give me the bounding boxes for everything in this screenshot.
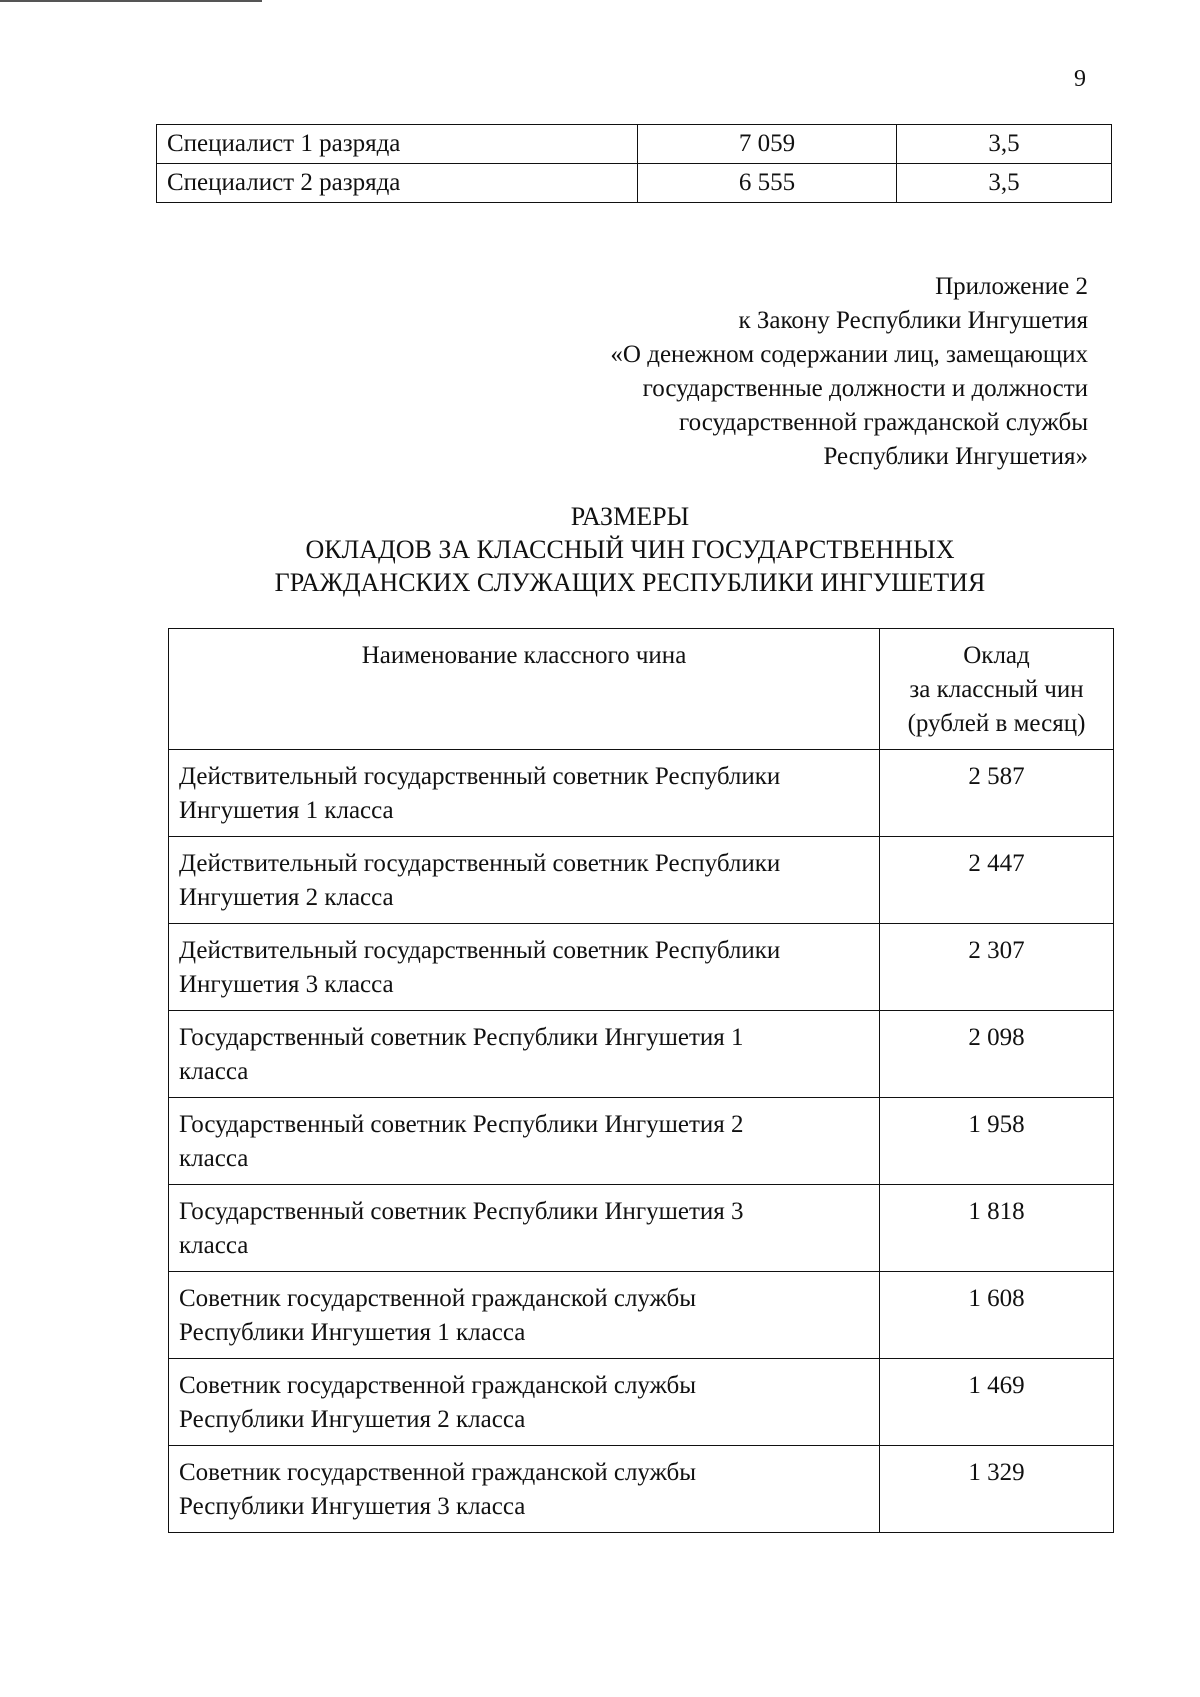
- rank-line: класса: [179, 1232, 249, 1259]
- rank-cell: [169, 1098, 880, 1185]
- salary-cell: 1 469: [880, 1359, 1114, 1446]
- rank-cell: [169, 1359, 880, 1446]
- rank-line: Ингушетия 2 класса: [179, 884, 394, 911]
- document-title: [180, 500, 1080, 599]
- rank-line: Ингушетия 3 класса: [179, 971, 394, 998]
- title-line: ОКЛАДОВ ЗА КЛАССНЫЙ ЧИН ГОСУДАРСТВЕННЫХ: [305, 535, 955, 564]
- rank-cell: [169, 1185, 880, 1272]
- position-cell: Специалист 1 разряда: [157, 125, 638, 164]
- rank-header-cell: Наименование классного чина: [169, 629, 880, 750]
- rank-line: Советник государственной гражданской службы: [179, 1285, 697, 1312]
- appendix-header: [610, 270, 1088, 474]
- rank-cell: [169, 1272, 880, 1359]
- table-row: [169, 1011, 1114, 1098]
- title-line: ГРАЖДАНСКИХ СЛУЖАЩИХ РЕСПУБЛИКИ ИНГУШЕТИЯ: [274, 568, 986, 597]
- salary-header-line: за классный чин: [909, 676, 1084, 703]
- salary-cell: 1 818: [880, 1185, 1114, 1272]
- table-row: [157, 164, 1112, 203]
- table-row: [169, 837, 1114, 924]
- salary-cell: 7 059: [638, 125, 897, 164]
- coefficient-cell: 3,5: [897, 125, 1112, 164]
- rank-line: Республики Ингушетия 1 класса: [179, 1319, 526, 1346]
- position-cell: Специалист 2 разряда: [157, 164, 638, 203]
- salary-cell: 1 958: [880, 1098, 1114, 1185]
- rank-cell: [169, 837, 880, 924]
- page-number: 9: [1074, 66, 1086, 92]
- table-row: [169, 1098, 1114, 1185]
- table-row: [169, 1272, 1114, 1359]
- rank-line: Государственный советник Республики Ингушетия 1: [179, 1024, 744, 1051]
- rank-line: класса: [179, 1145, 249, 1172]
- rank-line: Государственный советник Республики Ингушетия 3: [179, 1198, 744, 1225]
- rank-line: Государственный советник Республики Ингушетия 2: [179, 1111, 744, 1138]
- rank-line: Советник государственной гражданской службы: [179, 1459, 697, 1486]
- salary-cell: 2 447: [880, 837, 1114, 924]
- appendix-line: Приложение 2: [935, 273, 1088, 300]
- rank-cell: [169, 750, 880, 837]
- table-row: [169, 1446, 1114, 1533]
- rank-line: Республики Ингушетия 3 класса: [179, 1493, 526, 1520]
- appendix-line: государственной гражданской службы: [678, 409, 1088, 436]
- rank-cell: [169, 924, 880, 1011]
- rank-line: Ингушетия 1 класса: [179, 797, 394, 824]
- salary-header-line: (рублей в месяц): [907, 710, 1086, 737]
- salary-cell: 2 098: [880, 1011, 1114, 1098]
- table-row: [157, 125, 1112, 164]
- rank-line: Действительный государственный советник Республики: [179, 763, 781, 790]
- salary-cell: 2 587: [880, 750, 1114, 837]
- scan-edge-line: [0, 0, 262, 2]
- rank-line: класса: [179, 1058, 249, 1085]
- salary-cell: 1 329: [880, 1446, 1114, 1533]
- appendix-line: Республики Ингушетия»: [823, 443, 1088, 470]
- rank-line: Действительный государственный советник Республики: [179, 937, 781, 964]
- table-row: [169, 750, 1114, 837]
- appendix-line: государственные должности и должности: [642, 375, 1088, 402]
- salary-cell: 6 555: [638, 164, 897, 203]
- appendix-line: к Закону Республики Ингушетия: [738, 307, 1088, 334]
- table-row: [169, 924, 1114, 1011]
- appendix-line: «О денежном содержании лиц, замещающих: [610, 341, 1088, 368]
- rank-cell: [169, 1446, 880, 1533]
- title-line: РАЗМЕРЫ: [570, 502, 690, 531]
- salary-cell: 1 608: [880, 1272, 1114, 1359]
- rank-line: Действительный государственный советник Республики: [179, 850, 781, 877]
- coefficient-cell: 3,5: [897, 164, 1112, 203]
- top-salary-table: [156, 124, 1112, 203]
- salary-header-line: Оклад: [963, 642, 1030, 669]
- table-row: [169, 1359, 1114, 1446]
- class-rank-salary-table: [168, 628, 1114, 1533]
- rank-cell: [169, 1011, 880, 1098]
- salary-header-cell: [880, 629, 1114, 750]
- rank-line: Советник государственной гражданской службы: [179, 1372, 697, 1399]
- rank-line: Республики Ингушетия 2 класса: [179, 1406, 526, 1433]
- table-row: [169, 1185, 1114, 1272]
- table-header-row: [169, 629, 1114, 750]
- salary-cell: 2 307: [880, 924, 1114, 1011]
